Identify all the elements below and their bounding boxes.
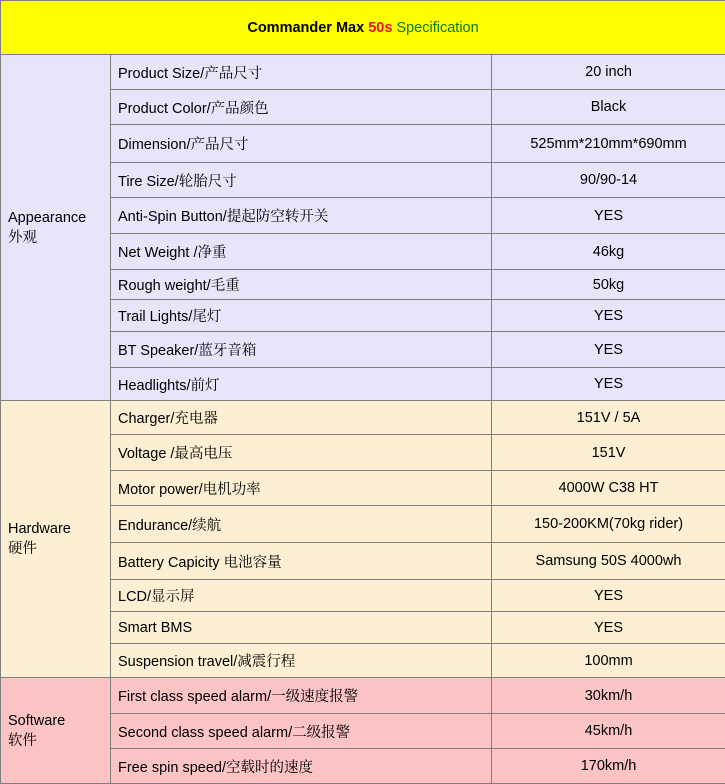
category-name-cn: 外观 xyxy=(8,230,37,246)
table-row xyxy=(1,678,725,714)
spec-label: Rough weight/毛重 xyxy=(111,270,492,300)
spec-label: BT Speaker/蓝牙音箱 xyxy=(111,332,492,368)
spec-value: YES xyxy=(492,612,725,644)
category-name-en: Software xyxy=(8,713,65,729)
spec-label: Battery Capicity 电池容量 xyxy=(111,543,492,580)
category-hardware xyxy=(1,401,111,678)
spec-label: Endurance/续航 xyxy=(111,506,492,543)
spec-value: 151V / 5A xyxy=(492,401,725,435)
spec-label: Trail Lights/尾灯 xyxy=(111,300,492,332)
category-name-en: Hardware xyxy=(8,521,71,537)
spec-label: Smart BMS xyxy=(111,612,492,644)
spec-label: Product Size/产品尺寸 xyxy=(111,55,492,90)
spec-value: 4000W C38 HT xyxy=(492,471,725,506)
category-name-cn: 硬件 xyxy=(8,541,37,557)
spec-label: Anti-Spin Button/提起防空转开关 xyxy=(111,198,492,234)
spec-value: Samsung 50S 4000wh xyxy=(492,543,725,580)
title-suffix: Specification xyxy=(392,20,478,36)
spec-value: YES xyxy=(492,368,725,401)
spec-value: YES xyxy=(492,198,725,234)
category-name-en: Appearance xyxy=(8,210,86,226)
spec-value: 151V xyxy=(492,435,725,471)
spec-label: Second class speed alarm/二级报警 xyxy=(111,714,492,749)
spec-value: 90/90-14 xyxy=(492,163,725,198)
spec-value: 525mm*210mm*690mm xyxy=(492,125,725,163)
table-title xyxy=(1,1,725,55)
spec-label: Product Color/产品颜色 xyxy=(111,90,492,125)
spec-label: Tire Size/轮胎尺寸 xyxy=(111,163,492,198)
spec-label: Free spin speed/空载时的速度 xyxy=(111,749,492,784)
spec-label: Dimension/产品尺寸 xyxy=(111,125,492,163)
title-row xyxy=(1,1,725,55)
spec-label: Net Weight /净重 xyxy=(111,234,492,270)
spec-label: First class speed alarm/一级速度报警 xyxy=(111,678,492,714)
category-software xyxy=(1,678,111,784)
spec-value: 100mm xyxy=(492,644,725,678)
table-row xyxy=(1,55,725,90)
spec-label: Headlights/前灯 xyxy=(111,368,492,401)
spec-label: Motor power/电机功率 xyxy=(111,471,492,506)
spec-value: YES xyxy=(492,332,725,368)
title-model-number: 50s xyxy=(368,20,392,36)
spec-value: 20 inch xyxy=(492,55,725,90)
title-main: Commander Max xyxy=(247,20,368,36)
category-appearance xyxy=(1,55,111,401)
spec-value: 45km/h xyxy=(492,714,725,749)
category-name-cn: 软件 xyxy=(8,733,37,749)
spec-value: 150-200KM(70kg rider) xyxy=(492,506,725,543)
spec-value: 30km/h xyxy=(492,678,725,714)
table-row xyxy=(1,401,725,435)
spec-value: 170km/h xyxy=(492,749,725,784)
spec-value: Black xyxy=(492,90,725,125)
spec-value: 50kg xyxy=(492,270,725,300)
spec-value: 46kg xyxy=(492,234,725,270)
spec-value: YES xyxy=(492,300,725,332)
spec-label: Voltage /最高电压 xyxy=(111,435,492,471)
spec-label: LCD/显示屏 xyxy=(111,580,492,612)
spec-value: YES xyxy=(492,580,725,612)
spec-label: Suspension travel/减震行程 xyxy=(111,644,492,678)
spec-label: Charger/充电器 xyxy=(111,401,492,435)
